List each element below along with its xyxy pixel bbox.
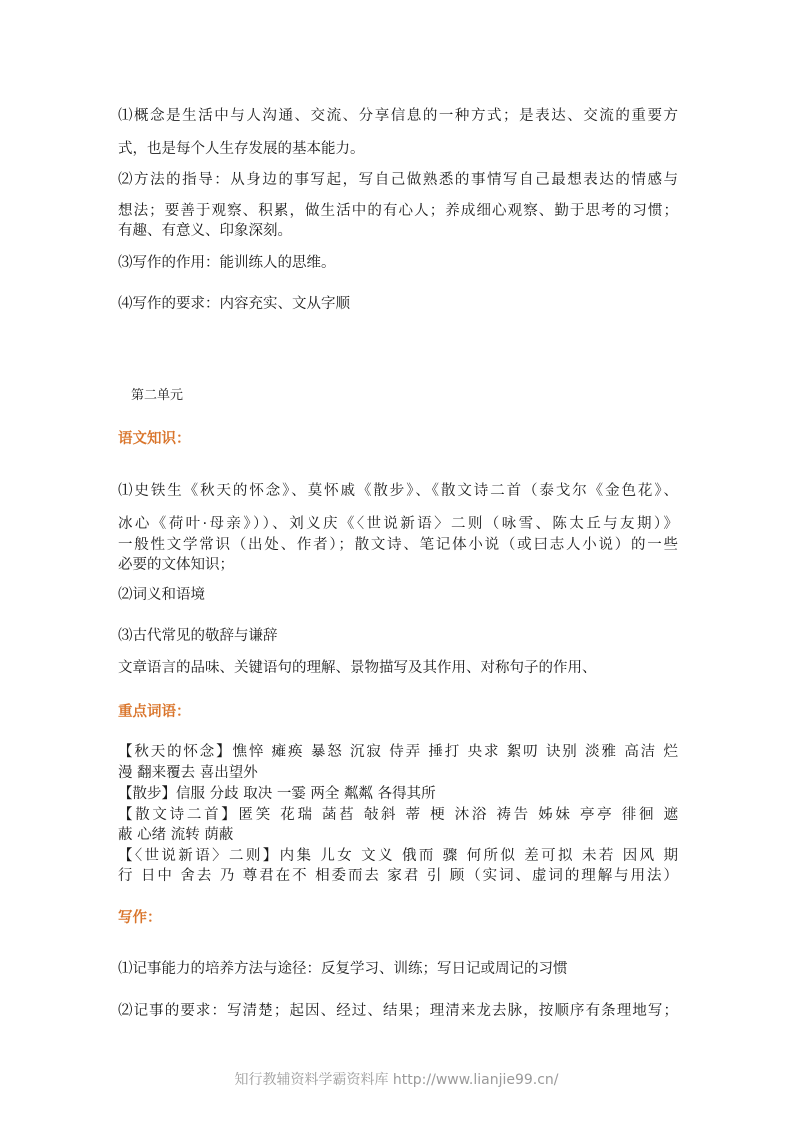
paragraph-line: ⑵记事的要求：写清楚；起因、经过、结果；理清来龙去脉，按顺序有条理地写； xyxy=(118,1003,678,1019)
paragraph-line: ⑶古代常见的敬辞与谦辞 xyxy=(118,628,278,644)
paragraph-line: ⑵词义和语境 xyxy=(118,587,205,603)
section-heading-knowledge: 语文知识： xyxy=(118,431,191,447)
unit-title: 第二单元 xyxy=(131,388,184,403)
section-heading-vocab: 重点词语： xyxy=(118,704,191,720)
section-heading-writing: 写作： xyxy=(118,910,162,926)
paragraph-line: 必要的文体知识； xyxy=(118,557,234,573)
paragraph-line: ⑷写作的要求：内容充实、文从字顺 xyxy=(118,296,350,312)
paragraph-line: ⑶写作的作用：能训练人的思维。 xyxy=(118,255,336,271)
paragraph-line: 文章语言的品味、关键语句的理解、景物描写及其作用、对称句子的作用、 xyxy=(118,660,597,676)
paragraph-line: 【秋天的怀念】憔悴 瘫痪 暴怒 沉寂 侍弄 捶打 央求 絮叨 诀别 淡雅 高洁 烂 xyxy=(118,744,678,760)
paragraph-line: 【〈世说新语〉二则】内集 儿女 文义 俄而 骤 何所似 差可拟 未若 因风 期 xyxy=(118,848,678,864)
paragraph-line: 有趣、有意义、印象深刻。 xyxy=(118,223,292,239)
paragraph-line: 蔽 心绪 流转 荫蔽 xyxy=(118,827,234,843)
paragraph-line: 冰心《荷叶·母亲》））、刘义庆《〈世说新语〉二则（咏雪、陈太丘与友期）》 xyxy=(118,516,678,532)
footer-watermark: 知行教辅资料学霸资料库 http://www.lianjie99.cn/ xyxy=(234,1072,559,1088)
paragraph-line: 想法；要善于观察、积累，做生活中的有心人；养成细心观察、勤于思考的习惯； xyxy=(118,203,678,219)
paragraph-line: 【散步】信服 分歧 取决 一霎 两全 粼粼 各得其所 xyxy=(118,786,436,802)
paragraph-line: ⑴记事能力的培养方法与途径：反复学习、训练；写日记或周记的习惯 xyxy=(118,961,568,977)
paragraph-line: 漫 翻来覆去 喜出望外 xyxy=(118,765,258,781)
paragraph-line: 式，也是每个人生存发展的基本能力。 xyxy=(118,141,365,157)
paragraph-line: 【散文诗二首】匿笑 花瑞 菡萏 敧斜 蒂 梗 沐浴 祷告 姊妹 亭亭 徘徊 遮 xyxy=(118,807,678,823)
paragraph-line: 一般性文学常识（出处、作者）；散文诗、笔记体小说（或曰志人小说）的一些 xyxy=(118,537,678,553)
paragraph-line: ⑵方法的指导：从身边的事写起，写自己做熟悉的事情写自己最想表达的情感与 xyxy=(118,172,678,188)
paragraph-line: ⑴概念是生活中与人沟通、交流、分享信息的一种方式；是表达、交流的重要方 xyxy=(118,108,678,124)
paragraph-line: ⑴史铁生《秋天的怀念》、莫怀戚《散步》、《散文诗二首（泰戈尔《金色花》、 xyxy=(118,483,678,499)
paragraph-line: 行 日中 舍去 乃 尊君在不 相委而去 家君 引 顾（实词、虚词的理解与用法） xyxy=(118,868,678,884)
